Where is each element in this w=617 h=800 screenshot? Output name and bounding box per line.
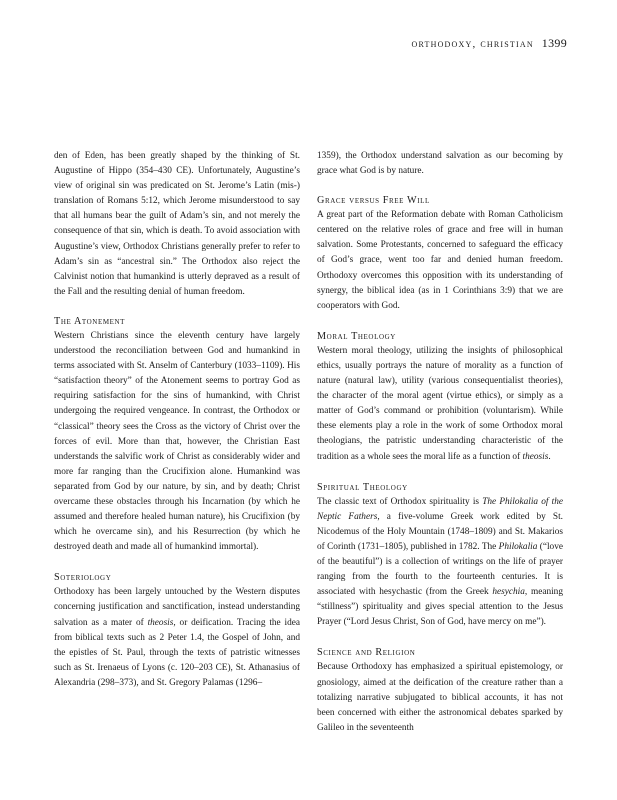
soteriology-text-1: Orthodoxy has been largely untouched by the Western disputes concerning justification and sanctification, instead understanding salvation as a mater of xyxy=(54,587,300,628)
section-heading-spiritual: Spiritual Theology xyxy=(317,481,408,493)
grace-paragraph: A great part of the Reformation debate with Roman Catholicism centered on the relative roles of grace and free will in human salvation. Some Protestants, concerned to safeguard the efficacy of God’s grace, went too far and denied human freedom. Orthodoxy overcomes this opposition with its understanding of synergy, the biblical idea (as in 1 Corinthians 3:9) that we are cooperators with God. xyxy=(317,210,563,311)
section-heading-atonement: The Atonement xyxy=(54,315,126,327)
section-heading-soteriology: Soteriology xyxy=(54,572,112,584)
spiritual-text-3: (“love of the beautiful”) is a collection of writings on the life of prayer ranging from the fourth to the fourteenth centuries. It is associated with hesychastic (from the Greek xyxy=(317,541,563,598)
moral-text-2: . xyxy=(548,451,551,462)
running-head xyxy=(411,36,567,51)
spiritual-paragraph xyxy=(317,495,563,631)
left-column xyxy=(54,149,300,691)
continued-paragraph: 1359), the Orthodox understand salvation as our becoming by grace what God is by nature. xyxy=(317,151,563,177)
soteriology-paragraph xyxy=(54,585,300,691)
intro-paragraph: den of Eden, has been greatly shaped by the thinking of St. Augustine of Hippo (354–430 CE). Unfortunately, Augustine’s view of original sin was predicated on St. Jerome’s Latin (mis-) translation of Romans 5:12, which Jerome misunderstood to say that all humans bear the guilt of Adam’s sin, and not merely the consequence of that sin, which is death. To avoid association with Augustine’s view, Orthodox Christians generally prefer to refer to Adam’s sin as “ancestral sin.” The Orthodox also reject the Calvinist notion that humankind is utterly depraved as a result of the Fall and the resulting denial of human freedom. xyxy=(54,151,300,297)
moral-theosis-term: theosis xyxy=(522,451,549,462)
spiritual-text-4: , meaning “stillness”) spirituality and gives special attention to the Jesus Prayer (“Lord Jesus Christ, Son of God, have mercy on me”). xyxy=(317,587,563,628)
moral-paragraph xyxy=(317,344,563,465)
right-column xyxy=(317,149,563,736)
section-heading-science: Science and Religion xyxy=(317,647,416,659)
hesychia-term: hesychia xyxy=(492,587,525,598)
philokalia-title: The Philokalia of the Neptic Fathers xyxy=(317,496,563,522)
page-number: 1399 xyxy=(541,36,567,50)
section-heading-grace: Grace versus Free Will xyxy=(317,195,430,207)
moral-text-1: Western moral theology, utilizing the insights of philosophical ethics, usually portrays the nature of morality as a function of nature (natural law), utility (various consequentialist theories), the character of the moral agent (virtue ethics), or simply as a matter of God’s command or prohibition (voluntarism). While these elements play a role in the work of some Orthodox moral theologians, the patristic understanding characteristic of the tradition as a whole sees the moral life as a function of xyxy=(317,345,563,462)
soteriology-theosis-term: theosis xyxy=(147,617,174,628)
atonement-paragraph: Western Christians since the eleventh century have largely understood the reconciliation between God and humankind in terms associated with St. Anselm of Canterbury (1033–1109). His “satisfaction theory” of the Atonement seems to portray God as requiring satisfaction for the sins of humankind, with Christ undergoing the required vengeance. In contrast, the Orthodox or “classical” theory sees the Cross as the victory of Christ over the forces of evil. More than that, however, the Christian East understands the salvific work of Christ as considerably wider and more far ranging than the Crucifixion alone. Humankind was separated from God by our nature, by sin, and by death; Christ overcame these obstacles through his Incarnation (by which he assumed and therefore healed human nature), his Crucifixion (by which he overcame sin), and his Resurrection (by which he destroyed death and made all of humankind immortal). xyxy=(54,330,300,553)
philokalia-term: Philokalia xyxy=(498,541,538,552)
spiritual-text-1: The classic text of Orthodox spirituality is xyxy=(317,496,483,507)
spiritual-text-2: , a five-volume Greek work edited by St. Nicodemus of the Holy Mountain (1748–1809) and St. Makarios of Corinth (1731–1805), published in 1782. The xyxy=(317,511,563,552)
science-paragraph: Because Orthodoxy has emphasized a spiritual epistemology, or gnosiology, aimed at the deification of the creature rather than a totalizing narrative subjugated to biblical accounts, it has not been concerned with either the astronomical debates sparked by Galileo in the seventeenth xyxy=(317,662,563,733)
running-head-title: orthodoxy, christian xyxy=(411,38,534,50)
soteriology-text-2: , or deification. Tracing the idea from biblical texts such as 2 Peter 1.4, the Gospel of John, and the epistles of St. Paul, through the texts of patristic witnesses such as St. Irenaeus of Lyons (c. 120–203 CE), St. Athanasius of Alexandria (298–373), and St. Gregory Palamas (1296– xyxy=(54,617,300,688)
section-heading-moral: Moral Theology xyxy=(317,330,396,342)
